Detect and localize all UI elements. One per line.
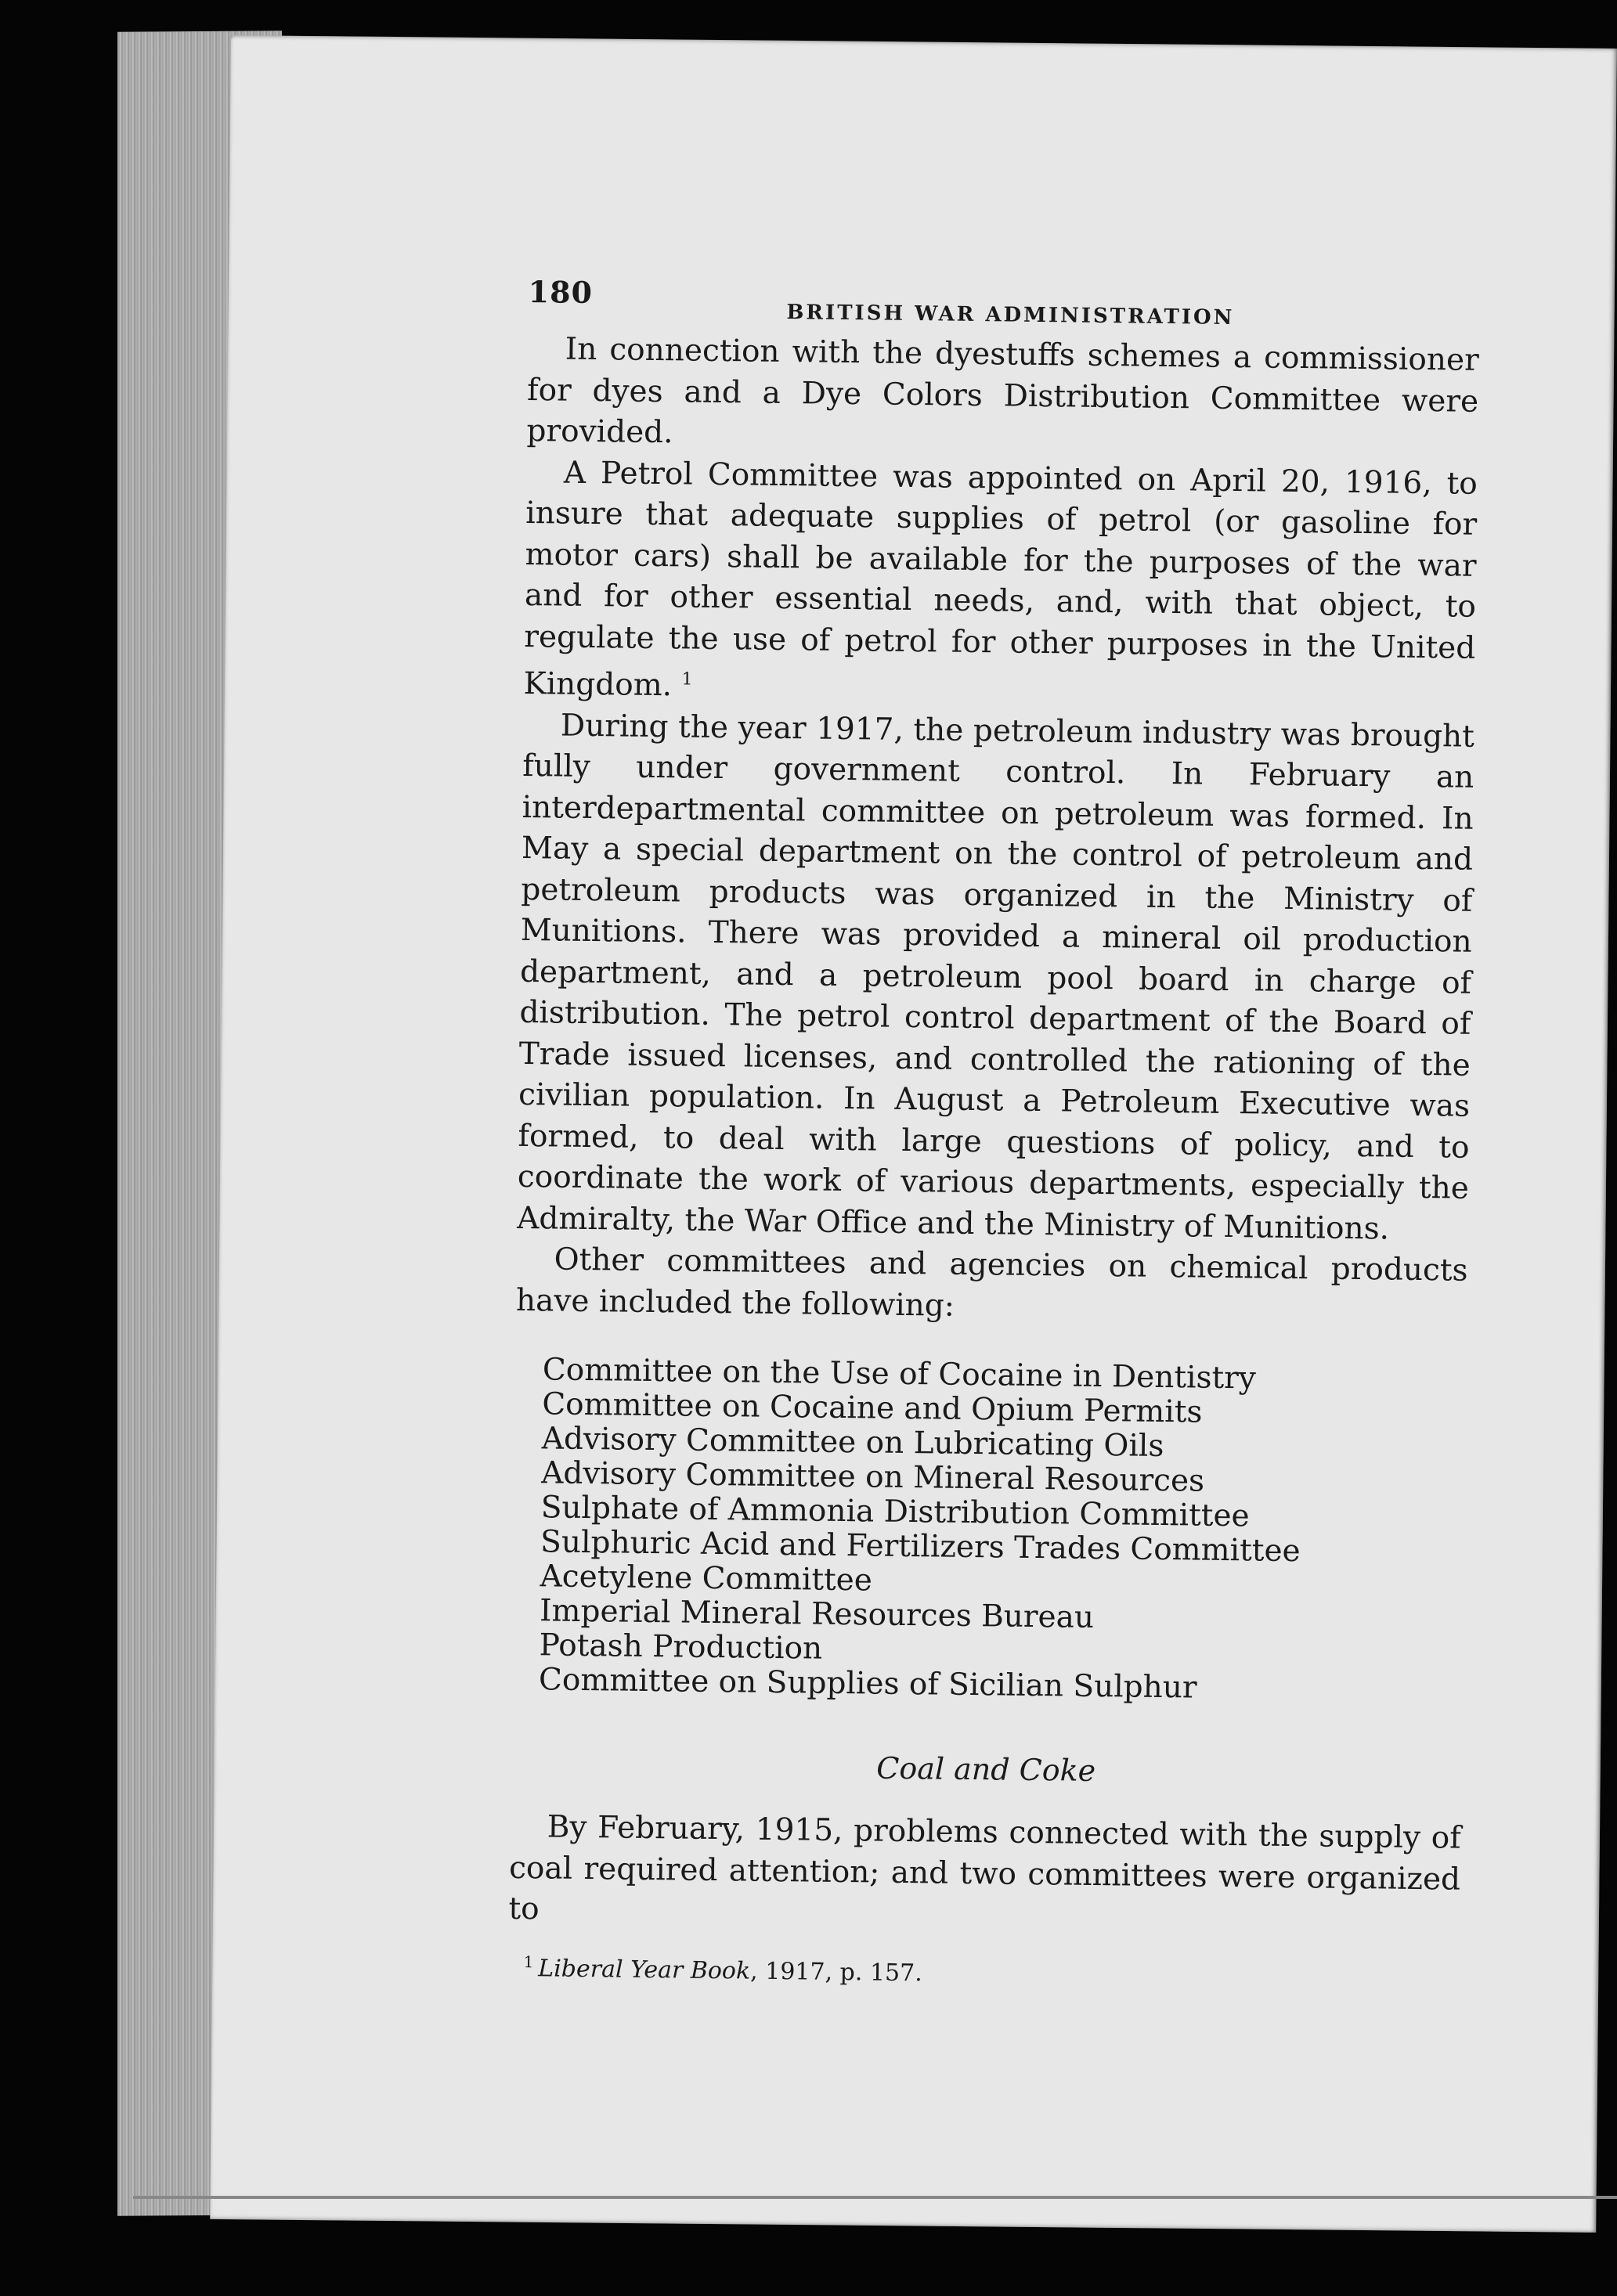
- running-head: BRITISH WAR ADMINISTRATION: [786, 301, 1235, 330]
- list-item: Sulphate of Ammonia Distribution Committee: [540, 1490, 1250, 1534]
- paragraph-dyes: In connection with the dyestuffs schemes a commissioner for dyes and a Dye Colors Distribution Committee were provided.: [526, 331, 1480, 451]
- page-content: [507, 274, 1480, 1995]
- paragraph-coal: By February, 1915, problems connected with the supply of coal required attention; and two committees were organized to: [508, 1809, 1461, 1927]
- section-title: Coal and Coke: [876, 1750, 1096, 1788]
- list-item: Advisory Committee on Lubricating Oils: [541, 1421, 1164, 1465]
- footnote-source-title: Liberal Year Book: [538, 1954, 751, 1985]
- list-item: Imperial Mineral Resources Bureau: [539, 1593, 1095, 1635]
- paragraph-other-committees: Other committees and agencies on chemical products have included the following:: [515, 1242, 1468, 1324]
- list-item: Advisory Committee on Mineral Resources: [541, 1455, 1205, 1499]
- footnote-mark: 1: [523, 1952, 534, 1971]
- list-item: Committee on Supplies of Sicilian Sulphur: [538, 1662, 1197, 1706]
- page-number: 180: [528, 274, 594, 311]
- book-bottom-edge: [133, 2196, 1617, 2199]
- footnote-reference: 1: [681, 669, 693, 690]
- committee-list: [539, 1353, 1467, 1708]
- page-header: [528, 274, 1480, 341]
- list-item: Acetylene Committee: [540, 1559, 873, 1599]
- paragraph-petrol-committee-text: A Petrol Committee was appointed on April 20, 1916, to insure that adequate supplies of petrol (or gasoline for motor cars) shall be available for the purposes of the war and for other essential needs, and, with that object, to regulate the use of petrol for other purposes in the United Kingdom.: [523, 455, 1478, 704]
- list-item: Committee on Cocaine and Opium Permits: [542, 1386, 1203, 1430]
- list-item: Committee on the Use of Cocaine in Dentistry: [542, 1352, 1257, 1397]
- list-item: Sulphuric Acid and Fertilizers Trades Committee: [540, 1524, 1301, 1570]
- list-item: Potash Production: [539, 1627, 823, 1667]
- paragraph-petrol-committee: [523, 452, 1478, 716]
- footnote-source-detail: , 1917, p. 157.: [749, 1957, 922, 1987]
- paragraph-petroleum-control: During the year 1917, the petroleum industry was brought fully under government control. In February an interdepartmental committee on petroleum was formed. In May a special department on the control of petroleum and petroleum products was organized in the Ministry of Munitions. There was provided a mineral oil production department, and a petroleum pool board in charge of distribution. The petrol control department of the Board of Trade issued licenses, and controlled the rationing of the civilian population. In August a Petroleum Executive was formed, to deal with large questions of policy, and to coordinate the work of various departments, especially the Admiralty, the War Office and the Ministry of Munitions.: [516, 708, 1475, 1247]
